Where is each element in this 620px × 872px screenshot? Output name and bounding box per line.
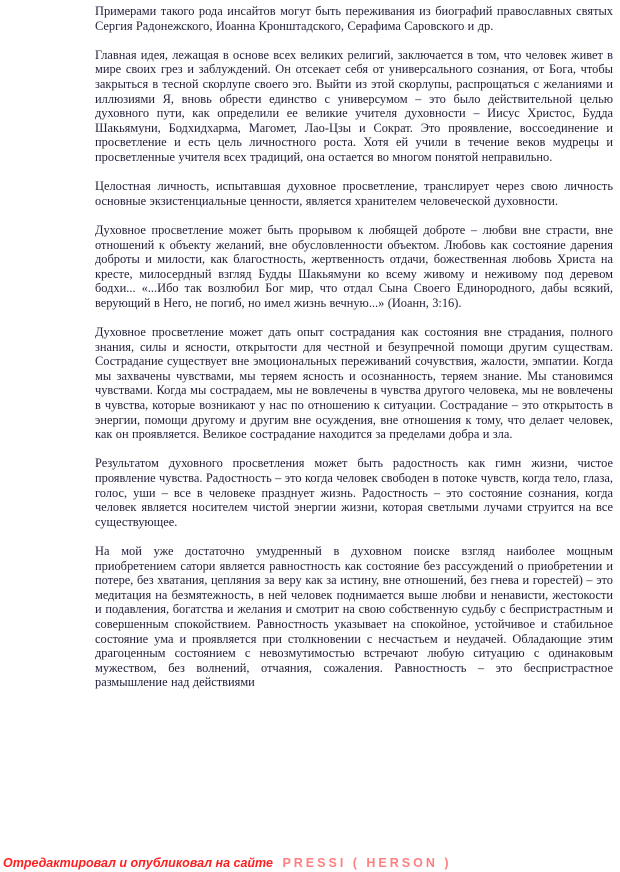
- footer-brand: PRESSI ( HERSON ): [282, 856, 452, 870]
- paragraph: Духовное просветление может быть прорывом к любящей доброте – любви вне страсти, вне отношений к объекту желаний, вне обусловленности объектом. Любовь как состояние дарения доброты и милости, как благостность, жертвенность отдачи, божественная любовь Христа на кресте, милосердный взгляд Будды Шакьямуни ко всему живому и неживому под деревом бодхи... «...Ибо так возлюбил Бог мир, что отдал Сына Своего Единородного, дабы всякий, верующий в Него, не погиб, но имел жизнь вечную...» (Иоанн, 3:16).: [95, 222, 613, 310]
- paragraph: На мой уже достаточно умудренный в духовном поиске взгляд наиболее мощным приобретением сатори является равностность как состояние без рассуждений о приобретении и потере, без хватания, цепляния за веру как за истину, вне отношений, без гнева и горестей) – это медитация на безмятежность, в ней человек поднимается выше любви и ненависти, жестокости и подавления, богатства и желания и смотрит на свою собственную судьбу с беспристрастным и совершенным спокойствием. Равностность указывает на спокойное, устойчивое и стабильное состояние ума и проявляется при столкновении с несчастьем и неудачей. Обладающие этим драгоценным состоянием с невозмутимостью встречают любую ситуацию с одинаковым мужеством, без волнений, отчаяния, сожаления. Равностность – это беспристрастное размышление над действиями: [95, 543, 613, 690]
- paragraph: Духовное просветление может дать опыт сострадания как состояния вне страдания, полного знания, силы и ясности, открытости для честной и безупречной помощи другим существам. Сострадание существует вне эмоциональных переживаний сочувствия, жалости, эмпатии. Когда мы захвачены чувствами, мы теряем ясность и осознанность, теряем знание. Мы становимся чувствами. Когда мы сострадаем, мы не вовлечены в чувства другого человека, мы не вовлечены в чувства, которые возникают у нас по отношению к ситуации. Сострадание – это открытость в энергии, помощи другому и другим вне осуждения, вне отношения к тому, что делает человек, как он проявляется. Великое сострадание находится за пределами добра и зла.: [95, 325, 613, 442]
- footer-credit-label: Отредактировал и опубликовал на сайте: [3, 856, 273, 870]
- paragraph: Целостная личность, испытавшая духовное просветление, транслирует через свою личность основные экзистенциальные ценности, является хранителем человеческой духовности.: [95, 179, 613, 208]
- footer-credit: [3, 856, 452, 870]
- paragraph: Примерами такого рода инсайтов могут быть переживания из биографий православных святых Сергия Радонежского, Иоанна Кронштадского, Серафима Саровского и др.: [95, 4, 613, 33]
- paragraph: Результатом духовного просветления может быть радостность как гимн жизни, чистое проявление чувства. Радостность – это когда человек свободен в потоке чувств, когда тело, глаза, голос, уши – все в человеке празднует жизнь. Радостность – это состояние сознания, когда человек является носителем чистой энергии жизни, которая светлыми лучами струится на все существующее.: [95, 456, 613, 529]
- paragraph: Главная идея, лежащая в основе всех великих религий, заключается в том, что человек живет в мире своих грез и заблуждений. Он отсекает себя от универсального сознания, от Бога, чтобы закрыться в тесной скорлупе своего эго. Выйти из этой скорлупы, распрощаться с желаниями и иллюзиями Я, вновь обрести единство с универсумом – это было действительной целью духовного пути, как определили ее великие учителя духовности – Иисус Христос, Будда Шакьямуни, Бодхидхарма, Магомет, Лао-Цзы и Сократ. Это проявление, воссоединение и просветление и есть цель личностного роста. Хотя ей учили в течение веков мудрецы и просветленные учителя всех традиций, она остается во многом понятой неправильно.: [95, 47, 613, 164]
- text-block: [95, 4, 613, 690]
